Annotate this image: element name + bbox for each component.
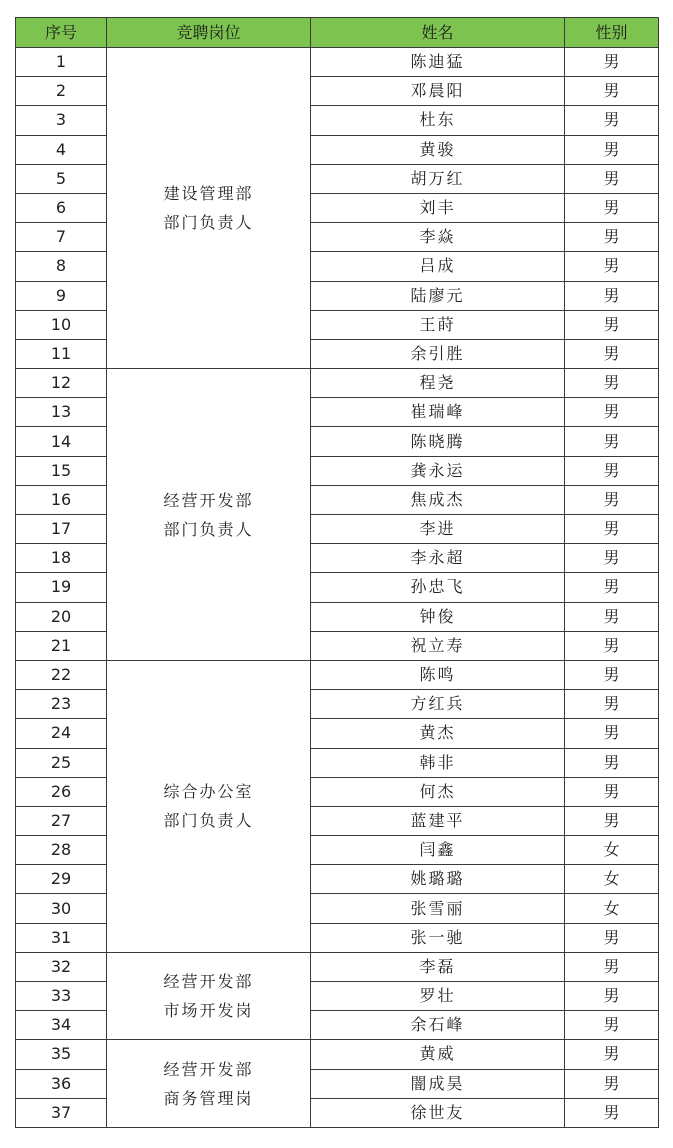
position-line: 经营开发部 <box>163 1059 254 1079</box>
index-cell: 34 <box>16 1011 107 1040</box>
gender-cell: 男 <box>565 602 659 631</box>
gender-cell: 男 <box>565 660 659 689</box>
index-cell: 37 <box>16 1098 107 1127</box>
position-line: 经营开发部 <box>163 490 254 510</box>
gender-cell: 男 <box>565 310 659 339</box>
name-cell: 吕成 <box>311 252 565 281</box>
index-cell: 36 <box>16 1069 107 1098</box>
name-cell: 李永超 <box>311 544 565 573</box>
name-cell: 张一驰 <box>311 923 565 952</box>
candidate-table <box>15 17 659 1128</box>
index-cell: 17 <box>16 515 107 544</box>
position-line: 建设管理部 <box>163 184 254 204</box>
name-cell: 刘丰 <box>311 193 565 222</box>
header-position: 竞聘岗位 <box>107 18 311 48</box>
position-cell <box>107 660 311 952</box>
index-cell: 11 <box>16 339 107 368</box>
index-cell: 4 <box>16 135 107 164</box>
name-cell: 崔瑞峰 <box>311 398 565 427</box>
index-cell: 3 <box>16 106 107 135</box>
index-cell: 1 <box>16 48 107 77</box>
name-cell: 邓晨阳 <box>311 77 565 106</box>
index-cell: 24 <box>16 719 107 748</box>
gender-cell: 男 <box>565 1069 659 1098</box>
index-cell: 2 <box>16 77 107 106</box>
name-cell: 闫鑫 <box>311 836 565 865</box>
name-cell: 闇成昊 <box>311 1069 565 1098</box>
gender-cell: 男 <box>565 1040 659 1069</box>
index-cell: 19 <box>16 573 107 602</box>
name-cell: 陈晓腾 <box>311 427 565 456</box>
index-cell: 23 <box>16 690 107 719</box>
gender-cell: 男 <box>565 952 659 981</box>
position-line: 部门负责人 <box>163 811 254 831</box>
index-cell: 27 <box>16 806 107 835</box>
index-cell: 28 <box>16 836 107 865</box>
gender-cell: 男 <box>565 339 659 368</box>
index-cell: 32 <box>16 952 107 981</box>
index-cell: 10 <box>16 310 107 339</box>
name-cell: 韩非 <box>311 748 565 777</box>
name-cell: 方红兵 <box>311 690 565 719</box>
gender-cell: 男 <box>565 748 659 777</box>
gender-cell: 男 <box>565 77 659 106</box>
index-cell: 12 <box>16 369 107 398</box>
name-cell: 徐世友 <box>311 1098 565 1127</box>
gender-cell: 男 <box>565 515 659 544</box>
gender-cell: 男 <box>565 1011 659 1040</box>
name-cell: 黄骏 <box>311 135 565 164</box>
table-header-row <box>16 18 659 48</box>
index-cell: 6 <box>16 193 107 222</box>
gender-cell: 男 <box>565 777 659 806</box>
name-cell: 黄威 <box>311 1040 565 1069</box>
name-cell: 程尧 <box>311 369 565 398</box>
index-cell: 15 <box>16 456 107 485</box>
gender-cell: 男 <box>565 923 659 952</box>
position-line: 商务管理岗 <box>163 1088 254 1108</box>
gender-cell: 男 <box>565 252 659 281</box>
index-cell: 16 <box>16 485 107 514</box>
name-cell: 姚璐璐 <box>311 865 565 894</box>
position-line: 综合办公室 <box>163 782 254 802</box>
position-cell <box>107 48 311 369</box>
index-cell: 35 <box>16 1040 107 1069</box>
index-cell: 33 <box>16 982 107 1011</box>
gender-cell: 男 <box>565 164 659 193</box>
table-body <box>16 48 659 1128</box>
gender-cell: 男 <box>565 135 659 164</box>
table-row <box>16 660 659 689</box>
index-cell: 5 <box>16 164 107 193</box>
table-row <box>16 1040 659 1069</box>
gender-cell: 男 <box>565 690 659 719</box>
index-cell: 25 <box>16 748 107 777</box>
gender-cell: 男 <box>565 281 659 310</box>
name-cell: 黄杰 <box>311 719 565 748</box>
name-cell: 孙忠飞 <box>311 573 565 602</box>
name-cell: 杜东 <box>311 106 565 135</box>
index-cell: 13 <box>16 398 107 427</box>
name-cell: 焦成杰 <box>311 485 565 514</box>
gender-cell: 男 <box>565 573 659 602</box>
gender-cell: 女 <box>565 865 659 894</box>
index-cell: 22 <box>16 660 107 689</box>
name-cell: 张雪丽 <box>311 894 565 923</box>
index-cell: 18 <box>16 544 107 573</box>
index-cell: 31 <box>16 923 107 952</box>
gender-cell: 男 <box>565 719 659 748</box>
gender-cell: 女 <box>565 836 659 865</box>
position-cell <box>107 952 311 1040</box>
index-cell: 14 <box>16 427 107 456</box>
gender-cell: 男 <box>565 106 659 135</box>
gender-cell: 男 <box>565 369 659 398</box>
table-row <box>16 369 659 398</box>
header-name: 姓名 <box>311 18 565 48</box>
index-cell: 9 <box>16 281 107 310</box>
gender-cell: 男 <box>565 223 659 252</box>
name-cell: 陆廖元 <box>311 281 565 310</box>
gender-cell: 男 <box>565 485 659 514</box>
name-cell: 李进 <box>311 515 565 544</box>
gender-cell: 男 <box>565 193 659 222</box>
name-cell: 陈鸣 <box>311 660 565 689</box>
name-cell: 何杰 <box>311 777 565 806</box>
gender-cell: 男 <box>565 48 659 77</box>
name-cell: 王莳 <box>311 310 565 339</box>
position-cell <box>107 369 311 661</box>
index-cell: 30 <box>16 894 107 923</box>
name-cell: 祝立寿 <box>311 631 565 660</box>
gender-cell: 男 <box>565 806 659 835</box>
name-cell: 余引胜 <box>311 339 565 368</box>
index-cell: 7 <box>16 223 107 252</box>
position-line: 经营开发部 <box>163 972 254 992</box>
name-cell: 李磊 <box>311 952 565 981</box>
table-row <box>16 48 659 77</box>
gender-cell: 男 <box>565 544 659 573</box>
index-cell: 8 <box>16 252 107 281</box>
position-line: 部门负责人 <box>163 519 254 539</box>
name-cell: 陈迪猛 <box>311 48 565 77</box>
gender-cell: 女 <box>565 894 659 923</box>
gender-cell: 男 <box>565 398 659 427</box>
gender-cell: 男 <box>565 427 659 456</box>
name-cell: 胡万红 <box>311 164 565 193</box>
name-cell: 钟俊 <box>311 602 565 631</box>
position-line: 部门负责人 <box>163 213 254 233</box>
header-index: 序号 <box>16 18 107 48</box>
index-cell: 26 <box>16 777 107 806</box>
gender-cell: 男 <box>565 982 659 1011</box>
gender-cell: 男 <box>565 1098 659 1127</box>
name-cell: 罗壮 <box>311 982 565 1011</box>
index-cell: 20 <box>16 602 107 631</box>
name-cell: 李焱 <box>311 223 565 252</box>
position-cell <box>107 1040 311 1128</box>
name-cell: 龚永运 <box>311 456 565 485</box>
position-line: 市场开发岗 <box>163 1001 254 1021</box>
table-row <box>16 952 659 981</box>
name-cell: 余石峰 <box>311 1011 565 1040</box>
index-cell: 29 <box>16 865 107 894</box>
gender-cell: 男 <box>565 631 659 660</box>
index-cell: 21 <box>16 631 107 660</box>
gender-cell: 男 <box>565 456 659 485</box>
name-cell: 蓝建平 <box>311 806 565 835</box>
header-gender: 性别 <box>565 18 659 48</box>
